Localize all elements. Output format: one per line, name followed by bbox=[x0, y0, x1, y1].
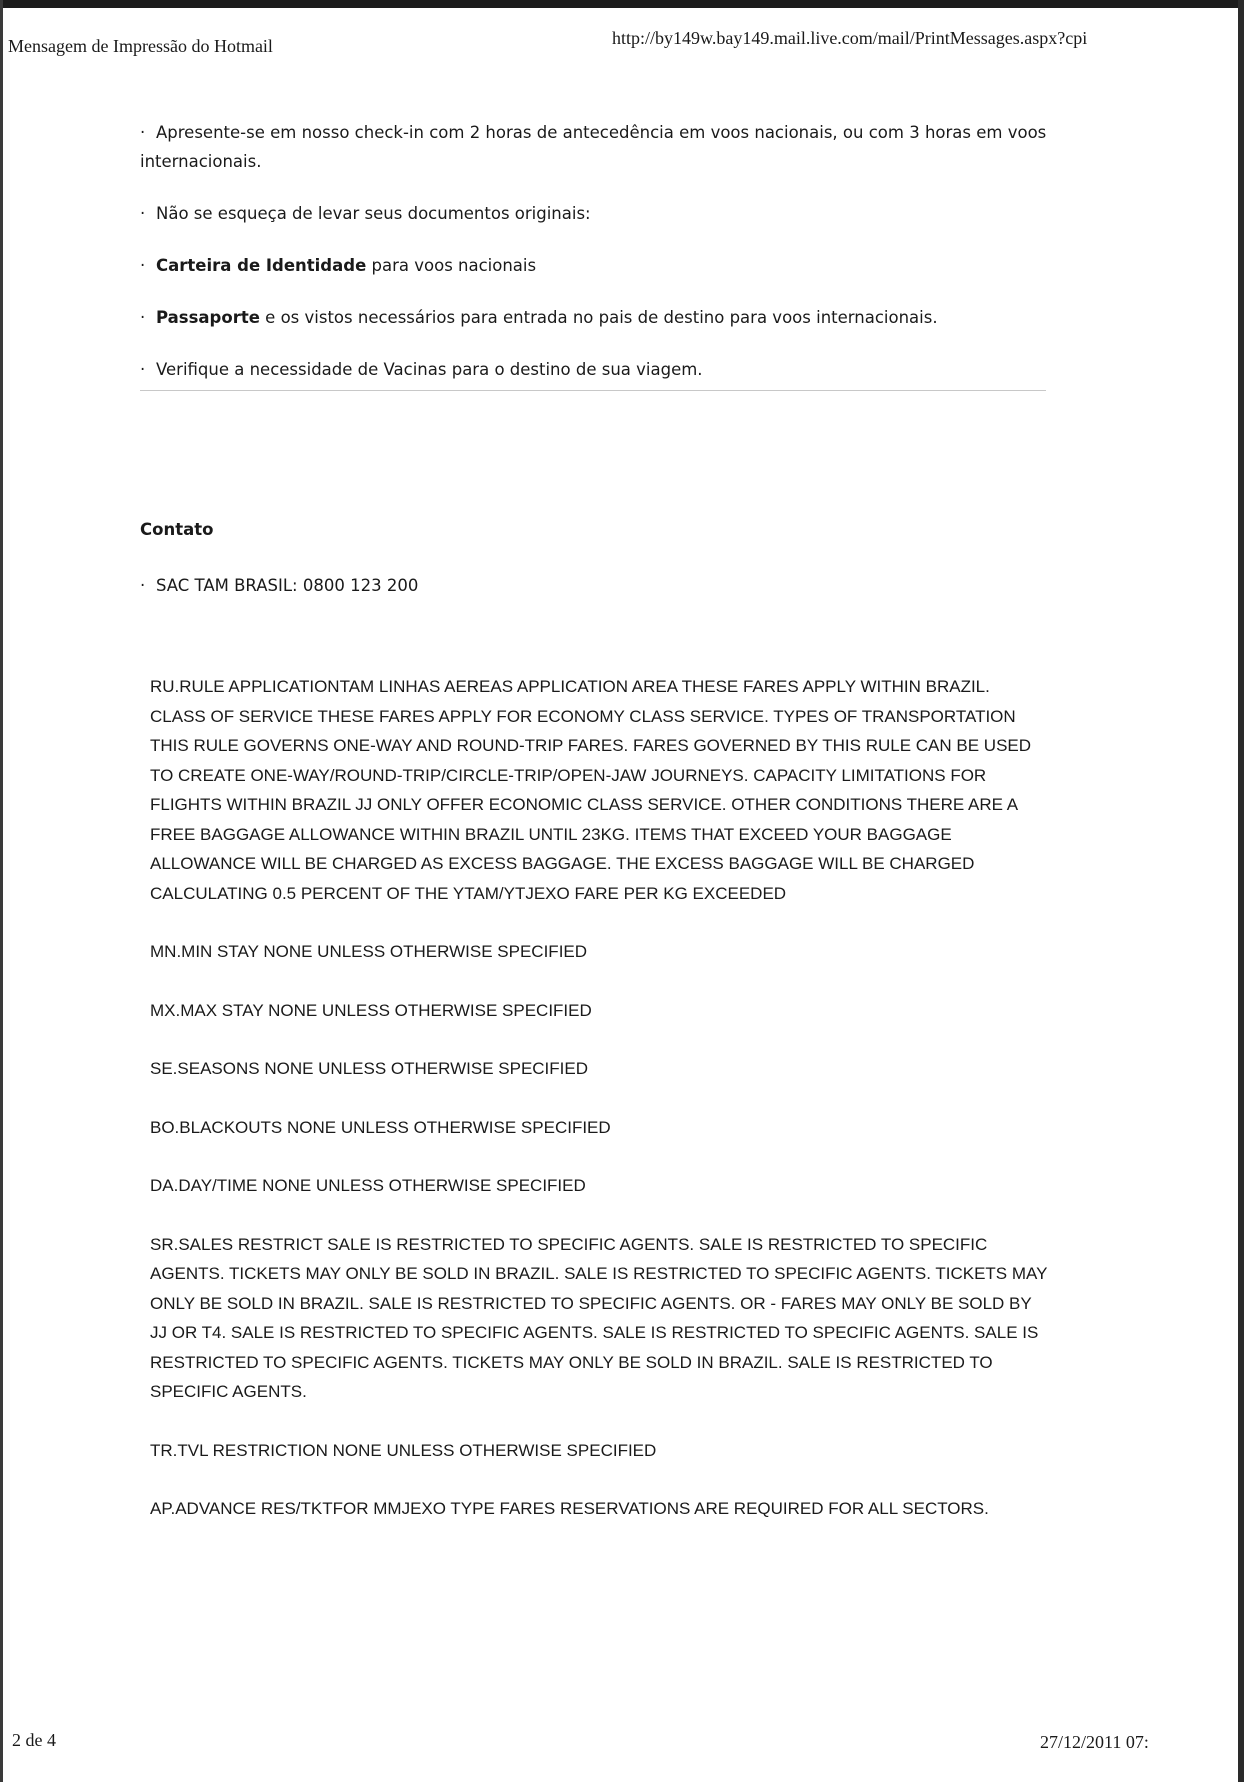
contact-sac-text: SAC TAM BRASIL: 0800 123 200 bbox=[156, 576, 419, 595]
contact-sac-line bbox=[140, 571, 1050, 600]
fare-rules bbox=[150, 672, 1050, 1524]
documents-reminder bbox=[140, 199, 1050, 228]
documents-reminder-text: Não se esqueça de levar seus documentos originais: bbox=[156, 204, 591, 223]
id-card-requirement bbox=[140, 251, 1050, 280]
contact-heading: Contato bbox=[140, 520, 214, 539]
passport-label: Passaporte bbox=[156, 308, 260, 327]
fare-rule-bo: BO.BLACKOUTS NONE UNLESS OTHERWISE SPECIFIED bbox=[150, 1117, 611, 1137]
id-card-text: para voos nacionais bbox=[366, 256, 537, 275]
message-body bbox=[140, 118, 1050, 1553]
print-header-title: Mensagem de Impressão do Hotmail bbox=[8, 36, 273, 56]
fare-rule-tr: TR.TVL RESTRICTION NONE UNLESS OTHERWISE SPECIFIED bbox=[150, 1440, 657, 1460]
passport-requirement bbox=[140, 303, 1050, 332]
checkin-advance-notice bbox=[140, 118, 1050, 176]
fare-rule-da: DA.DAY/TIME NONE UNLESS OTHERWISE SPECIFIED bbox=[150, 1176, 586, 1195]
scan-border-left bbox=[0, 0, 3, 1782]
vaccines-text: Verifique a necessidade de Vacinas para o destino de sua viagem. bbox=[156, 360, 703, 379]
fare-rule-mn: MN.MIN STAY NONE UNLESS OTHERWISE SPECIFIED bbox=[150, 942, 588, 961]
scan-border-top bbox=[0, 0, 1244, 8]
section-divider bbox=[140, 390, 1046, 391]
passport-text: e os vistos necessários para entrada no pais de destino para voos internacionais. bbox=[259, 308, 938, 327]
fare-rule-ru: RU.RULE APPLICATIONTAM LINHAS AEREAS APPLICATION AREA THESE FARES APPLY WITHIN BRAZIL. CLASS OF SERVICE THESE FARES APPLY FOR ECONOMY CLASS SERVICE. TYPES OF TRANSPORTATION THIS RULE GOVERNS ONE-WAY AND ROUND-TRIP FARES. FARES GOVERNED BY THIS RULE CAN BE USED TO CREATE ONE-WAY/ROUND-TRIP/CIRCLE-TRIP/OPEN-JAW JOURNEYS. CAPACITY LIMITATIONS FOR FLIGHTS WITHIN BRAZIL JJ ONLY OFFER ECONOMIC CLASS SERVICE. OTHER CONDITIONS THERE ARE A FREE BAGGAGE ALLOWANCE WITHIN BRAZIL UNTIL 23KG. ITEMS THAT EXCEED YOUR BAGGAGE ALLOWANCE WILL BE CHARGED AS EXCESS BAGGAGE. THE EXCESS BAGGAGE WILL BE CHARGED CALCULATING 0.5 PERCENT OF THE YTAM/YTJEXO FARE PER KG EXCEEDED bbox=[150, 677, 1032, 903]
fare-rule-se: SE.SEASONS NONE UNLESS OTHERWISE SPECIFIED bbox=[150, 1059, 589, 1078]
vaccines-reminder bbox=[140, 355, 1050, 384]
checkin-advance-text: Apresente-se em nosso check-in com 2 horas de antecedência em voos nacionais, ou com 3 horas em voos internacionais. bbox=[140, 123, 1047, 171]
print-footer-datetime: 27/12/2011 07: bbox=[1040, 1732, 1149, 1752]
fare-rule-sr: SR.SALES RESTRICT SALE IS RESTRICTED TO SPECIFIC AGENTS. SALE IS RESTRICTED TO SPECIFIC AGENTS. TICKETS MAY ONLY BE SOLD IN BRAZIL. SALE IS RESTRICTED TO SPECIFIC AGENTS. TICKETS MAY ONLY BE SOLD IN BRAZIL. SALE IS RESTRICTED TO SPECIFIC AGENTS. OR - FARES MAY ONLY BE SOLD BY JJ OR T4. SALE IS RESTRICTED TO SPECIFIC AGENTS. SALE IS RESTRICTED TO SPECIFIC AGENTS. SALE IS RESTRICTED TO SPECIFIC AGENTS. TICKETS MAY ONLY BE SOLD IN BRAZIL. SALE IS RESTRICTED TO SPECIFIC AGENTS. bbox=[150, 1234, 1048, 1401]
print-footer-page-number: 2 de 4 bbox=[12, 1730, 56, 1750]
fare-rule-mx: MX.MAX STAY NONE UNLESS OTHERWISE SPECIFIED bbox=[150, 1000, 592, 1020]
scan-border-right bbox=[1238, 0, 1244, 1782]
print-header-url: http://by149w.bay149.mail.live.com/mail/PrintMessages.aspx?cpi bbox=[612, 28, 1088, 48]
fare-rule-ap: AP.ADVANCE RES/TKTFOR MMJEXO TYPE FARES RESERVATIONS ARE REQUIRED FOR ALL SECTORS. bbox=[150, 1499, 989, 1518]
id-card-label: Carteira de Identidade bbox=[156, 256, 367, 275]
